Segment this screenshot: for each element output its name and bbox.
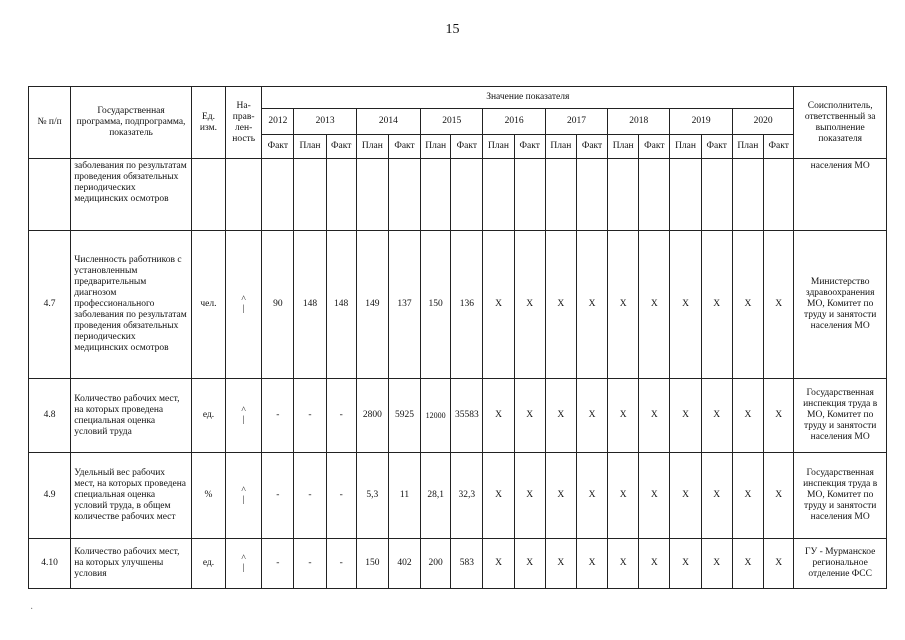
year-header: 2015 <box>421 109 483 135</box>
plan-header: План <box>294 135 326 159</box>
value-cell: Х <box>608 453 639 539</box>
value-cell: Х <box>608 539 639 589</box>
value-cell <box>670 159 701 231</box>
value-cell: Х <box>763 539 793 589</box>
value-cell: Х <box>514 539 545 589</box>
value-cell <box>545 159 576 231</box>
value-cell: 136 <box>451 231 483 379</box>
value-cell <box>514 159 545 231</box>
year-header: 2017 <box>545 109 607 135</box>
plan-header: План <box>732 135 763 159</box>
value-cell: - <box>326 379 356 453</box>
value-cell <box>451 159 483 231</box>
table-row <box>29 539 887 589</box>
unit-cell: ед. <box>191 539 225 589</box>
unit-cell: чел. <box>191 231 225 379</box>
value-cell: Х <box>545 379 576 453</box>
value-cell: 150 <box>356 539 388 589</box>
value-cell: 402 <box>388 539 420 589</box>
value-cell: 583 <box>451 539 483 589</box>
direction-cell: ^ | <box>226 453 262 539</box>
fact-header: Факт <box>388 135 420 159</box>
year-header: 2012 <box>262 109 294 135</box>
value-cell: Х <box>483 379 514 453</box>
value-cell <box>608 159 639 231</box>
value-cell: 150 <box>421 231 451 379</box>
col-direction-header: На-прав-лен-ность <box>226 87 262 159</box>
value-cell: Х <box>639 379 670 453</box>
fact-header: Факт <box>262 135 294 159</box>
page-number: 15 <box>445 22 460 37</box>
value-cell: Х <box>732 379 763 453</box>
direction-cell: ^ | <box>226 231 262 379</box>
year-header: 2016 <box>483 109 545 135</box>
value-cell: 148 <box>294 231 326 379</box>
value-cell <box>763 159 793 231</box>
plan-header: План <box>483 135 514 159</box>
coexecutor-cell: ГУ - Мурманское региональное отделение ФСС <box>794 539 887 589</box>
table-row <box>29 453 887 539</box>
year-header: 2013 <box>294 109 356 135</box>
direction-cell: ^ | <box>226 539 262 589</box>
value-cell: - <box>294 539 326 589</box>
value-cell: 32,3 <box>451 453 483 539</box>
scan-speck: · <box>30 604 34 615</box>
value-cell: Х <box>763 379 793 453</box>
col-coexec-header: Соисполнитель, ответственный за выполнение показателя <box>794 87 887 159</box>
coexecutor-cell: Государственная инспекция труда в МО, Комитет по труду и занятости населения МО <box>794 453 887 539</box>
value-cell <box>262 159 294 231</box>
value-cell: Х <box>545 453 576 539</box>
table-body <box>29 159 887 589</box>
plan-header: План <box>608 135 639 159</box>
row-number: 4.7 <box>29 231 71 379</box>
value-cell: - <box>294 379 326 453</box>
value-cell: Х <box>576 539 607 589</box>
value-cell: Х <box>608 379 639 453</box>
fact-header: Факт <box>451 135 483 159</box>
values-group-header: Значение показателя <box>262 87 794 109</box>
unit-cell <box>191 159 225 231</box>
value-cell <box>639 159 670 231</box>
value-cell: - <box>294 453 326 539</box>
value-cell: Х <box>514 379 545 453</box>
value-cell: Х <box>670 379 701 453</box>
value-cell <box>388 159 420 231</box>
value-cell: - <box>326 539 356 589</box>
value-cell: Х <box>670 453 701 539</box>
table-header <box>29 87 887 159</box>
value-cell <box>326 159 356 231</box>
fact-header: Факт <box>326 135 356 159</box>
value-cell: Х <box>670 231 701 379</box>
row-number <box>29 159 71 231</box>
value-cell <box>421 159 451 231</box>
value-cell: Х <box>483 231 514 379</box>
coexecutor-cell: населения МО <box>794 159 887 231</box>
table-row <box>29 379 887 453</box>
year-header: 2014 <box>356 109 420 135</box>
plan-header: План <box>356 135 388 159</box>
value-cell: - <box>326 453 356 539</box>
value-cell: Х <box>545 231 576 379</box>
unit-cell: ед. <box>191 379 225 453</box>
value-cell: - <box>262 539 294 589</box>
indicator-name: Численность работников с установленным предварительным диагнозом профессионального заболевания по результатам проведения обязательных периодических медицинских осмотров <box>71 231 192 379</box>
fact-header: Факт <box>576 135 607 159</box>
value-cell: 5925 <box>388 379 420 453</box>
value-cell: Х <box>701 231 732 379</box>
value-cell: 11 <box>388 453 420 539</box>
plan-header: План <box>545 135 576 159</box>
value-cell <box>356 159 388 231</box>
value-cell: Х <box>701 539 732 589</box>
value-cell: Х <box>763 453 793 539</box>
value-cell: 28,1 <box>421 453 451 539</box>
value-cell: - <box>262 379 294 453</box>
row-number: 4.9 <box>29 453 71 539</box>
value-cell: 90 <box>262 231 294 379</box>
value-cell: 35583 <box>451 379 483 453</box>
value-cell: 149 <box>356 231 388 379</box>
col-num-header: № п/п <box>29 87 71 159</box>
indicator-name: Удельный вес рабочих мест, на которых проведена специальная оценка условий труда, в общем количестве рабочих мест <box>71 453 192 539</box>
value-cell: Х <box>732 453 763 539</box>
value-cell: 137 <box>388 231 420 379</box>
value-cell: Х <box>514 231 545 379</box>
value-cell: Х <box>639 453 670 539</box>
value-cell: Х <box>576 231 607 379</box>
value-cell: 2800 <box>356 379 388 453</box>
value-cell: Х <box>514 453 545 539</box>
value-cell <box>701 159 732 231</box>
value-cell: 5,3 <box>356 453 388 539</box>
value-cell: Х <box>483 539 514 589</box>
value-cell: 12000 <box>421 379 451 453</box>
row-number: 4.10 <box>29 539 71 589</box>
value-cell: Х <box>763 231 793 379</box>
row-number: 4.8 <box>29 379 71 453</box>
value-cell: Х <box>701 379 732 453</box>
indicator-name: Количество рабочих мест, на которых проведена специальная оценка условий труда <box>71 379 192 453</box>
coexecutor-cell: Государственная инспекция труда в МО, Комитет по труду и занятости населения МО <box>794 379 887 453</box>
indicator-name: заболевания по результатам проведения обязательных периодических медицинских осмотров <box>71 159 192 231</box>
table-row <box>29 159 887 231</box>
value-cell: Х <box>639 231 670 379</box>
table-row <box>29 231 887 379</box>
value-cell <box>576 159 607 231</box>
fact-header: Факт <box>701 135 732 159</box>
col-program-header: Государственная программа, подпрограмма, показатель <box>71 87 192 159</box>
direction-cell <box>226 159 262 231</box>
value-cell: Х <box>576 379 607 453</box>
value-cell: Х <box>732 539 763 589</box>
value-cell: Х <box>545 539 576 589</box>
value-cell <box>732 159 763 231</box>
fact-header: Факт <box>514 135 545 159</box>
year-header: 2019 <box>670 109 732 135</box>
indicator-name: Количество рабочих мест, на которых улучшены условия <box>71 539 192 589</box>
value-cell: Х <box>576 453 607 539</box>
indicator-table <box>28 86 887 589</box>
value-cell: Х <box>670 539 701 589</box>
plan-header: План <box>670 135 701 159</box>
value-cell: Х <box>639 539 670 589</box>
unit-cell: % <box>191 453 225 539</box>
direction-cell: ^ | <box>226 379 262 453</box>
value-cell: Х <box>701 453 732 539</box>
value-cell: Х <box>483 453 514 539</box>
value-cell: 200 <box>421 539 451 589</box>
plan-header: План <box>421 135 451 159</box>
value-cell: - <box>262 453 294 539</box>
year-header: 2018 <box>608 109 670 135</box>
value-cell: 148 <box>326 231 356 379</box>
fact-header: Факт <box>639 135 670 159</box>
coexecutor-cell: Министерство здравоохранения МО, Комитет по труду и занятости населения МО <box>794 231 887 379</box>
value-cell <box>483 159 514 231</box>
fact-header: Факт <box>763 135 793 159</box>
year-header: 2020 <box>732 109 794 135</box>
value-cell: Х <box>608 231 639 379</box>
col-unit-header: Ед. изм. <box>191 87 225 159</box>
value-cell <box>294 159 326 231</box>
value-cell: Х <box>732 231 763 379</box>
